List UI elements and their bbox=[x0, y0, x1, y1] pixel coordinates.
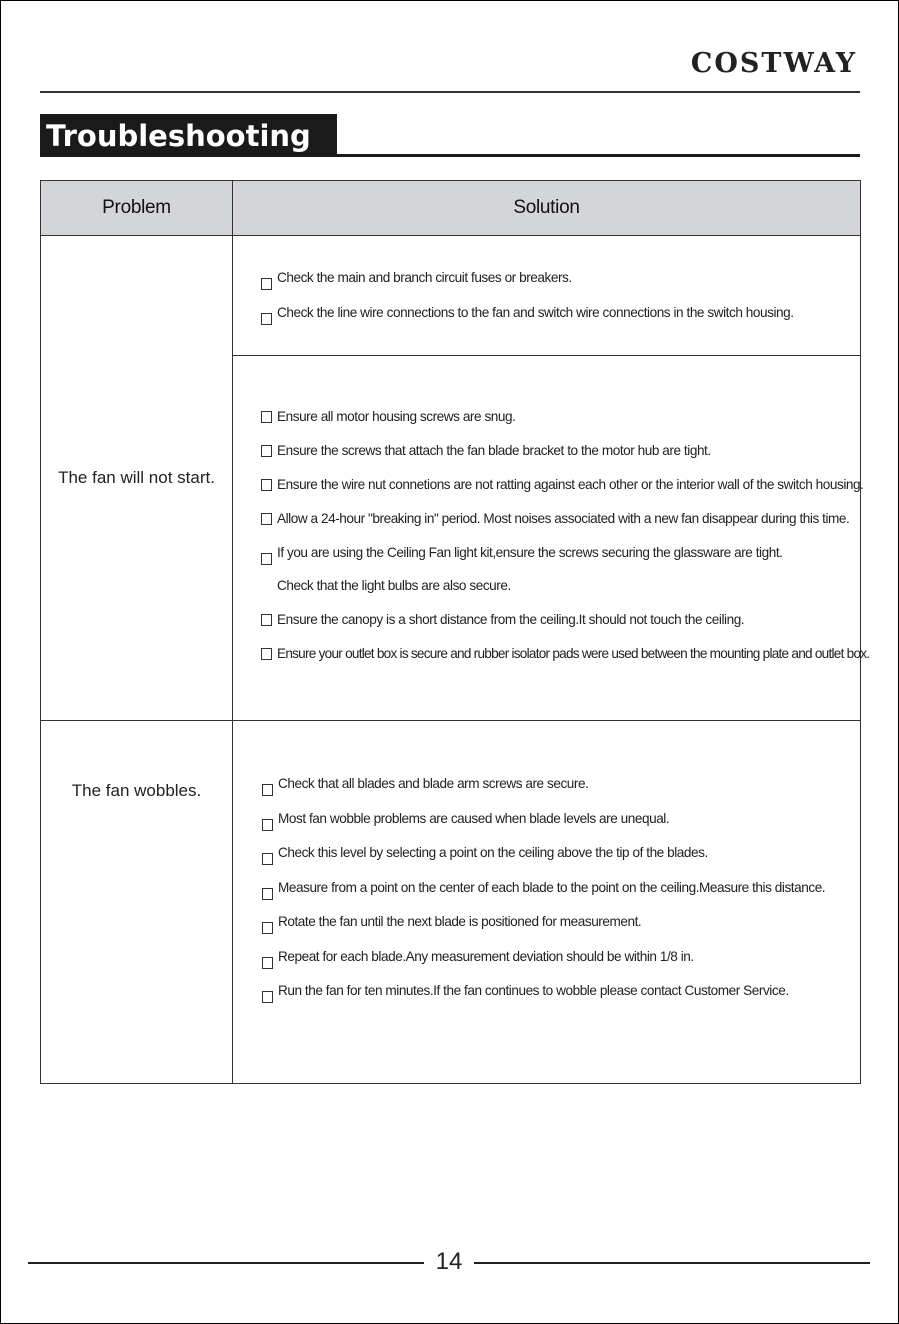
solution-text: Ensure all motor housing screws are snug. bbox=[277, 409, 516, 424]
solution-group bbox=[233, 356, 870, 720]
problem-cell: The fan will not start. bbox=[41, 236, 233, 721]
solution-cell bbox=[233, 236, 861, 356]
solution-list bbox=[233, 773, 860, 1015]
list-item bbox=[261, 302, 860, 337]
solution-group bbox=[233, 236, 860, 355]
list-item bbox=[261, 643, 870, 665]
checkbox-icon bbox=[262, 922, 273, 934]
checkbox-icon bbox=[261, 445, 272, 457]
list-item bbox=[262, 877, 860, 912]
checkbox-icon bbox=[262, 784, 273, 796]
list-item bbox=[262, 842, 860, 877]
solution-text: Check that all blades and blade arm screws are secure. bbox=[278, 776, 589, 791]
solution-list bbox=[233, 406, 870, 665]
list-item bbox=[261, 609, 860, 631]
solution-continuation: Check that the light bulbs are also secure. bbox=[277, 578, 511, 593]
list-item bbox=[261, 474, 864, 496]
solution-text: Allow a 24-hour "breaking in" period. Most noises associated with a new fan disappear during this time. bbox=[277, 511, 850, 526]
solution-text: If you are using the Ceiling Fan light kit,ensure the screws securing the glassware are tight. bbox=[277, 545, 783, 560]
solution-text: Rotate the fan until the next blade is positioned for measurement. bbox=[278, 914, 642, 929]
checkbox-icon bbox=[261, 278, 272, 290]
solution-text: Repeat for each blade.Any measurement deviation should be within 1/8 in. bbox=[278, 948, 694, 964]
troubleshooting-table bbox=[40, 180, 870, 1084]
checkbox-icon bbox=[261, 411, 272, 423]
brand-logo: COSTWAY bbox=[690, 48, 857, 79]
checkbox-icon bbox=[261, 513, 272, 525]
solution-list bbox=[233, 267, 860, 336]
checkbox-icon bbox=[261, 614, 272, 626]
solution-group bbox=[233, 721, 860, 1083]
solution-text: Measure from a point on the center of each blade to the point on the ceiling.Measure this distance. bbox=[278, 879, 826, 895]
list-item bbox=[262, 980, 860, 1015]
list-item bbox=[261, 267, 860, 302]
solution-cell bbox=[233, 721, 861, 1084]
list-item bbox=[262, 911, 860, 946]
checkbox-icon bbox=[262, 819, 273, 831]
list-item bbox=[261, 406, 860, 428]
column-header-problem: Problem bbox=[41, 181, 233, 236]
table-row bbox=[41, 236, 861, 356]
solution-cell bbox=[233, 356, 870, 721]
solution-text: Check the main and branch circuit fuses or breakers. bbox=[277, 270, 572, 285]
list-item bbox=[262, 946, 860, 981]
list-item bbox=[261, 542, 860, 597]
solution-text: Run the fan for ten minutes.If the fan continues to wobble please contact Customer Service. bbox=[278, 983, 789, 998]
solution-text: Ensure your outlet box is secure and rubber isolator pads were used between the mounting plate and outlet box. bbox=[277, 646, 870, 661]
list-item bbox=[261, 440, 860, 462]
section-title: Troubleshooting bbox=[40, 114, 337, 156]
footer-divider-right bbox=[474, 1262, 870, 1264]
table-header-row bbox=[41, 181, 861, 236]
table-row bbox=[41, 721, 861, 1084]
list-item bbox=[262, 808, 860, 843]
list-item bbox=[261, 508, 860, 530]
page-number: 14 bbox=[435, 1248, 463, 1275]
list-item bbox=[262, 773, 860, 808]
header-divider bbox=[40, 91, 860, 93]
checkbox-icon bbox=[262, 888, 273, 900]
checkbox-icon bbox=[261, 648, 272, 660]
solution-text: Check this level by selecting a point on the ceiling above the tip of the blades. bbox=[278, 845, 708, 860]
title-divider bbox=[40, 154, 860, 157]
solution-text: Most fan wobble problems are caused when blade levels are unequal. bbox=[278, 810, 670, 826]
checkbox-icon bbox=[261, 553, 272, 565]
checkbox-icon bbox=[262, 853, 273, 865]
solution-text: Check the line wire connections to the fan and switch wire connections in the switch housing. bbox=[277, 304, 794, 320]
checkbox-icon bbox=[262, 957, 273, 969]
checkbox-icon bbox=[261, 479, 272, 491]
checkbox-icon bbox=[261, 313, 272, 325]
footer-divider-left bbox=[28, 1262, 424, 1264]
checkbox-icon bbox=[262, 991, 273, 1003]
solution-text: Ensure the screws that attach the fan blade bracket to the motor hub are tight. bbox=[277, 443, 711, 458]
solution-text: Ensure the canopy is a short distance from the ceiling.It should not touch the ceiling. bbox=[277, 612, 745, 627]
solution-text: Ensure the wire nut connetions are not ratting against each other or the interior wall of the switch housing. bbox=[277, 477, 864, 492]
column-header-solution: Solution bbox=[233, 181, 861, 236]
problem-cell: The fan wobbles. bbox=[41, 721, 233, 1084]
